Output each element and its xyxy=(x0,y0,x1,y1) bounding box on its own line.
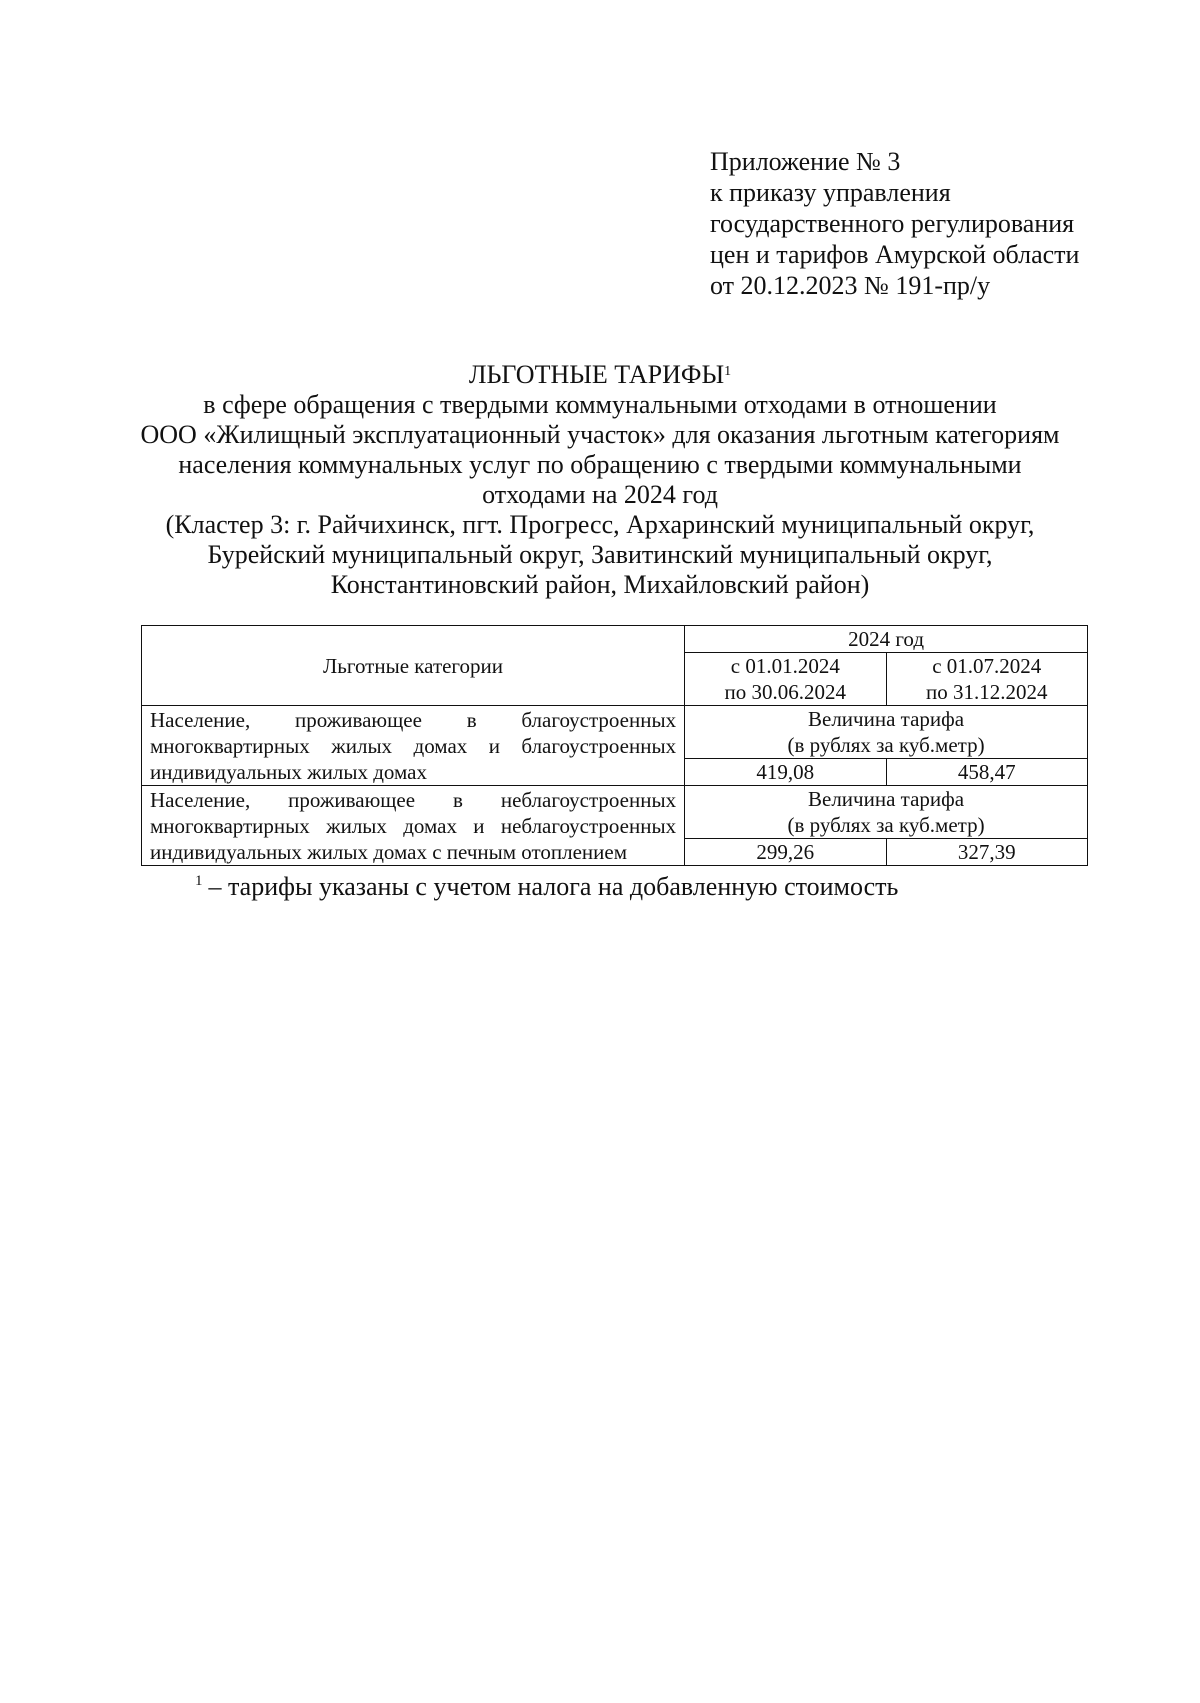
appendix-line: государственного регулирования xyxy=(710,209,1075,238)
footnote-text: – тарифы указаны с учетом налога на добавленную стоимость xyxy=(208,872,899,901)
table-header-row xyxy=(142,626,1088,653)
category-cell: Население, проживающее в благоустроенных многоквартирных жилых домах и благоустроенных индивидуальных жилых домах xyxy=(142,706,685,786)
title-line: ООО «Жилищный эксплуатационный участок» для оказания льготным категориям xyxy=(140,420,1060,449)
title-line: Бурейский муниципальный округ, Завитинский муниципальный округ, xyxy=(207,540,993,569)
table-row xyxy=(142,706,1088,759)
category-cell: Население, проживающее в неблагоустроенных многоквартирных жилых домах и неблагоустроенных индивидуальных жилых домах с печным отоплением xyxy=(142,786,685,866)
tariff-unit-line: (в рублях за куб.метр) xyxy=(787,733,985,757)
tariff-unit-line: Величина тарифа xyxy=(808,707,965,731)
period-header-2 xyxy=(886,653,1087,706)
period-to: по 30.06.2024 xyxy=(724,680,847,704)
period-from: с 01.01.2024 xyxy=(730,654,840,678)
tariff-value-cell: 419,08 xyxy=(685,759,886,786)
title-heading-text: ЛЬГОТНЫЕ ТАРИФЫ xyxy=(468,360,725,389)
tariff-unit-cell xyxy=(685,706,1088,759)
title-line: в сфере обращения с твердыми коммунальными отходами в отношении xyxy=(203,390,997,419)
document-title xyxy=(0,360,1200,600)
year-column-header: 2024 год xyxy=(685,626,1088,653)
tariff-unit-cell xyxy=(685,786,1088,839)
tariff-unit-line: (в рублях за куб.метр) xyxy=(787,813,985,837)
appendix-line: Приложение № 3 xyxy=(710,147,901,176)
appendix-reference xyxy=(710,146,1079,301)
title-footnote-mark: 1 xyxy=(724,364,732,379)
title-line: (Кластер 3: г. Райчихинск, пгт. Прогресс, Архаринский муниципальный округ, xyxy=(165,510,1035,539)
footnote xyxy=(195,872,898,902)
tariff-table xyxy=(141,625,1088,866)
period-from: с 01.07.2024 xyxy=(932,654,1042,678)
period-to: по 31.12.2024 xyxy=(926,680,1048,704)
title-line: населения коммунальных услуг по обращению с твердыми коммунальными xyxy=(178,450,1022,479)
tariff-value-cell: 327,39 xyxy=(886,839,1087,866)
tariff-value-cell: 299,26 xyxy=(685,839,886,866)
tariff-value-cell: 458,47 xyxy=(886,759,1087,786)
title-line: Константиновский район, Михайловский район) xyxy=(330,570,870,599)
appendix-line: от 20.12.2023 № 191-пр/у xyxy=(710,271,991,300)
appendix-line: к приказу управления xyxy=(710,178,951,207)
appendix-line: цен и тарифов Амурской области xyxy=(710,240,1080,269)
footnote-mark: 1 xyxy=(195,873,203,889)
period-header-1 xyxy=(685,653,886,706)
table-row xyxy=(142,786,1088,839)
tariff-unit-line: Величина тарифа xyxy=(808,787,965,811)
title-line: отходами на 2024 год xyxy=(482,480,718,509)
category-column-header: Льготные категории xyxy=(142,626,685,706)
title-heading xyxy=(0,360,1200,390)
